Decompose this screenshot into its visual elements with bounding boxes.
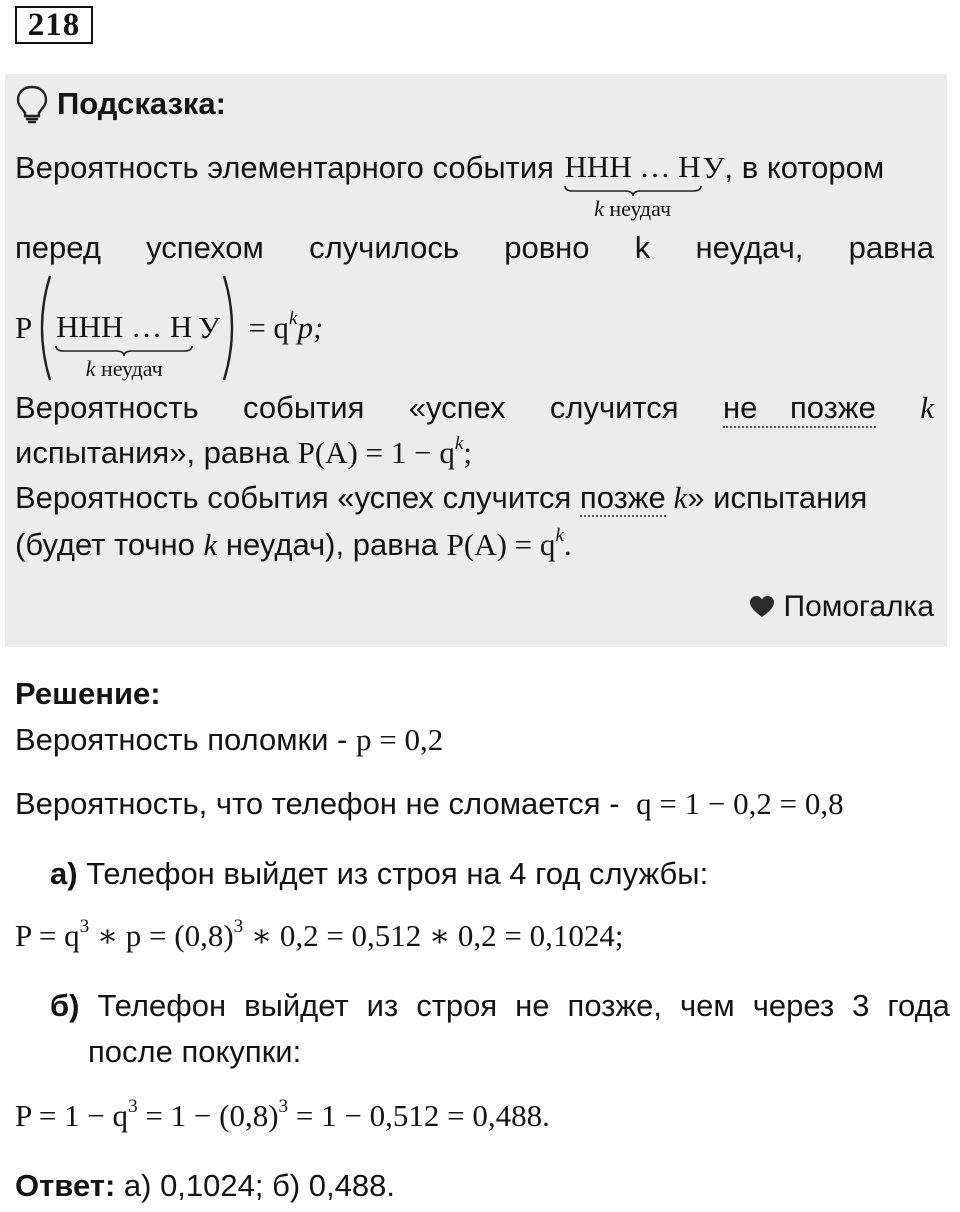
part-b-heading-cont: после покупки: (88, 1034, 302, 1069)
part-b-formula: $P = 1 - q^3 = 1 - (0,8)^3 = 1 - 0,512 = 0,488$. (15, 1095, 550, 1133)
solution-title: Решение: (15, 676, 161, 711)
answer-line: Ответ: а) 0,1024; б) 0,488. (15, 1168, 395, 1203)
solution-line-1: Вероятность поломки - p = 0,2 (15, 722, 444, 757)
right-paren-icon (220, 274, 242, 382)
heart-icon (748, 595, 776, 619)
hint-paragraph-5: испытания», равна $P(A) = 1 - q^k$; (15, 432, 472, 470)
left-paren-icon (32, 274, 54, 382)
part-a-heading: а) Телефон выйдет из строя на 4 год службы: (50, 856, 709, 891)
problem-number: 218 (15, 6, 93, 44)
solution-line-2: Вероятность, что телефон не сломается - q = 1 − 0,2 = 0,8 (15, 786, 844, 821)
hint-title: Подсказка: (15, 84, 226, 124)
lightbulb-icon (15, 84, 49, 124)
not-later-term: не позже (723, 390, 876, 428)
hint-paragraph-4: Вероятность события «успех случится не позже k (15, 390, 934, 428)
helper-link[interactable]: Помогалка (748, 590, 935, 624)
underbrace-sequence: ННН … Н k неудач (564, 149, 701, 222)
part-a-formula: $P = q^3$ ∗ $p = (0,8)^3$ ∗ 0,2 = 0,512 ∗ 0,2 = 0,1024; (15, 915, 624, 953)
hint-paragraph-6: Вероятность события «успех случится позже k» испытания (15, 480, 868, 515)
hint-paragraph-2: перед успехом случилось ровно k неудач, равна (15, 230, 934, 265)
part-b-heading: б) Телефон выйдет из строя не позже, чем через 3 года (50, 988, 950, 1023)
hint-paragraph-1: Вероятность элементарного события ННН … Н k неудач У, в котором (15, 149, 885, 222)
hint-formula: P ННН … Н k неудач У = $q^kp$; (15, 274, 323, 384)
later-term: позже (579, 480, 666, 515)
hint-paragraph-7: (будет точно k неудач), равна $P(A) = q^k$. (15, 524, 572, 562)
